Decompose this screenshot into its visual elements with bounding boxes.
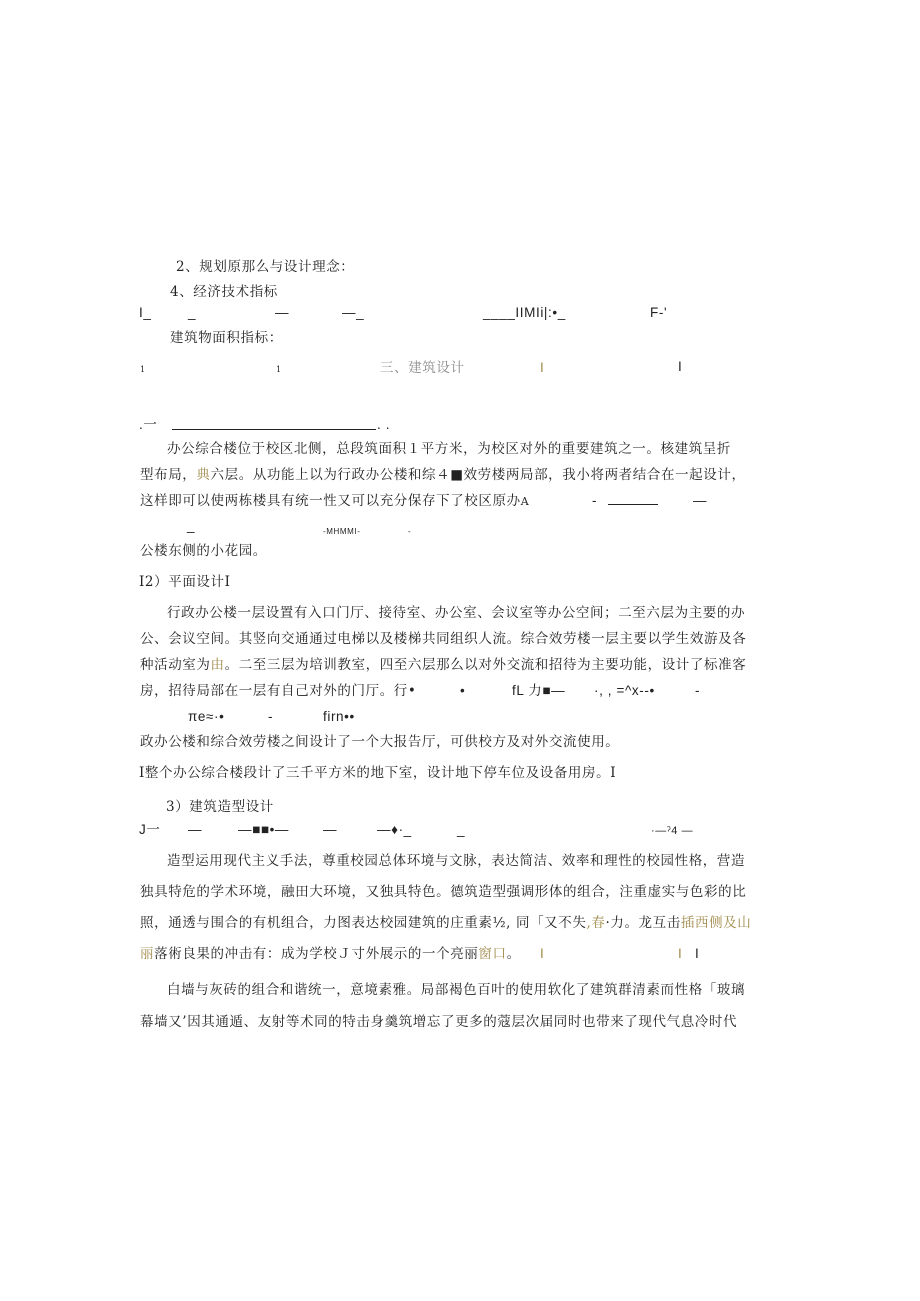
paragraph-line xyxy=(140,492,529,511)
artifact-text: —♦·_ xyxy=(377,822,412,837)
artifact-text: I xyxy=(678,359,683,374)
section-heading-floor-plan: I2）平面设计I xyxy=(139,574,231,590)
paragraph-line: 造型运用现代主义手法，尊重校园总体环境与文脉，表达简洁、效率和理性的校园性格，营造 xyxy=(167,853,746,869)
artifact-text: —■■•— xyxy=(238,822,290,837)
artifact-text: — xyxy=(275,305,290,320)
section-heading-architecture-design xyxy=(380,359,465,377)
paragraph-line: I整个办公综合楼段计了三千平方米的地下室，设计地下停车位及设备用房。I xyxy=(139,765,617,781)
artifact-text: firn•• xyxy=(323,709,355,724)
separator-line xyxy=(608,504,658,505)
artifact-text: πe≈·• xyxy=(188,709,225,724)
text-run: 窗口 xyxy=(478,946,507,962)
building-area-label: 建筑物面积指标： xyxy=(170,330,283,346)
artifact-text: _ xyxy=(187,518,196,533)
artifact-text: F-' xyxy=(650,305,668,320)
artifact-text: I xyxy=(540,946,545,961)
artifact-text: ·, , =^x--• xyxy=(594,683,655,698)
artifact-text: — xyxy=(188,822,203,837)
artifact-text: .一 xyxy=(139,417,158,432)
artifact-text: — xyxy=(693,493,708,508)
text-run: 。 xyxy=(506,946,521,962)
artifact-text: 1 xyxy=(140,365,146,374)
section-heading-form-design: 3）建筑造型设计 xyxy=(166,799,274,815)
text-run: 六层。从功能上以为行政办公楼和综４■效劳楼两局部，我小将两者结合在一起设计， xyxy=(210,467,746,483)
artifact-text: J一 xyxy=(139,822,161,837)
artifact-text: _ xyxy=(457,822,466,837)
section-heading-economic-indicators: 4、经济技术指标 xyxy=(170,284,278,300)
artifact-text: I xyxy=(678,946,683,961)
artifact-text: —_ xyxy=(342,305,365,320)
text-run: 种活动室为 xyxy=(140,657,211,673)
text-run: 典 xyxy=(196,467,211,483)
artifact-text: • xyxy=(460,683,466,698)
artifact-text: I xyxy=(695,946,700,961)
text-run: 这样即可以使两栋楼具有统一性又可以充分保存下了校区原办 xyxy=(140,493,521,509)
artifact-text: 1 xyxy=(276,365,282,374)
artifact-text: -MHMMI- xyxy=(323,527,361,536)
artifact-text: - xyxy=(268,709,274,724)
paragraph-line: 办公综合楼位于校区北侧，总段筑面积１平方米，为校区对外的重要建筑之一。核建筑呈折 xyxy=(167,441,731,457)
text-run: 照，通透与围合的有机组合，力图表达校园建筑的庄重素½, 同「又不失 xyxy=(140,915,587,931)
text-run: 型布局， xyxy=(140,467,197,483)
paragraph-line: 公、会议空间。其竖向交通通过电梯以及楼梯共同组织人流。综合效劳楼一层主要以学生效游及各 xyxy=(140,631,747,647)
paragraph-line xyxy=(140,945,521,963)
separator-line xyxy=(172,429,376,430)
artifact-text: ____IIMIi|:•_ xyxy=(483,305,566,320)
artifact-text: . . xyxy=(377,417,391,432)
artifact-text: — xyxy=(323,822,338,837)
paragraph-line: 公楼东侧的小花园。 xyxy=(140,543,267,559)
text-run: A xyxy=(520,495,530,508)
section-heading-planning: 2、规划原那么与设计理念： xyxy=(176,259,355,275)
text-run: ,春 xyxy=(586,915,606,931)
text-run: ·力。龙互击 xyxy=(605,915,681,931)
artifact-text: _ xyxy=(188,305,197,320)
paragraph-line: 政办公楼和综合效劳楼之间设计了一个大报告厅，可供校方及对外交流使用。 xyxy=(140,734,620,750)
artifact-text: - xyxy=(408,527,412,536)
paragraph-line xyxy=(140,914,751,932)
artifact-text: ·—ˀ4 — xyxy=(651,825,694,837)
text-run: 插西侧及山 xyxy=(680,915,752,931)
paragraph-line: 独具特危的学术环境，融田大环境，又独具特色。德筑造型强调形体的组合，注重虚实与色彩的比 xyxy=(140,884,747,900)
paragraph-line: 白墙与灰砖的组合和谐统一，意境素雅。局部褐色百叶的使用软化了建筑群清素而性格「玻璃 xyxy=(167,982,746,998)
artifact-text: - xyxy=(592,493,598,508)
text-run: 。二至三层为培训教室，四至六层那么以对外交流和招待为主要功能，设计了标准客 xyxy=(224,657,747,673)
paragraph-line: 行政办公楼一层设置有入口门厅、接待室、办公室、会议室等办公空间；二至六层为主要的办 xyxy=(167,605,746,621)
paragraph-line: 幕墙又’因其通遁、友射等术同的特击身羹筑增忘了更多的蔻层次届同时也带来了现代气息冷时代 xyxy=(140,1014,738,1030)
paragraph-line xyxy=(140,656,746,674)
paragraph-line: 房，招待局部在一层有自己对外的门厅。行• xyxy=(140,683,417,699)
paragraph-line xyxy=(140,466,746,484)
artifact-text: I_ xyxy=(139,305,152,320)
artifact-text: fL 力■— xyxy=(512,683,566,698)
heading-prefix: 三、建筑设计 xyxy=(380,360,465,376)
text-run: 落術良果的冲击有：成为学校Ｊ寸外展示的一个亮丽 xyxy=(154,946,479,962)
text-run: 由 xyxy=(210,657,225,673)
artifact-text: - xyxy=(695,683,701,698)
artifact-text: I xyxy=(540,360,545,375)
text-run: 丽 xyxy=(140,946,155,962)
